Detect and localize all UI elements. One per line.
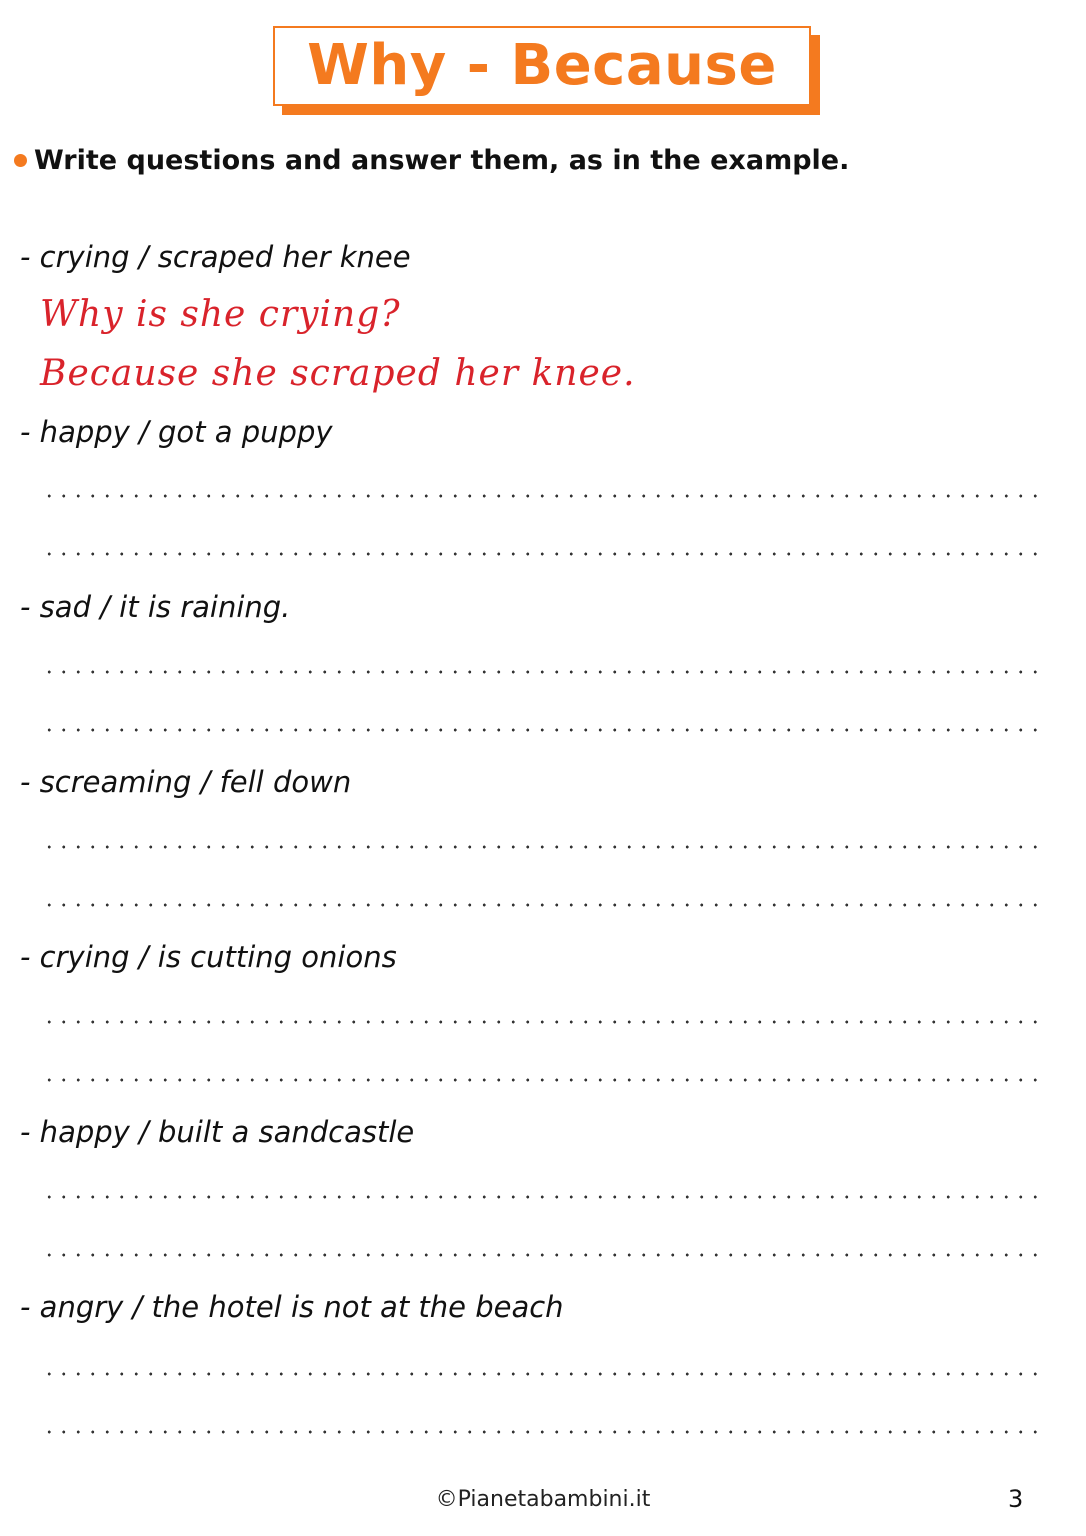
answer-line-3b[interactable] [42, 903, 1047, 907]
example-answer: Because she scraped her knee. [40, 353, 636, 394]
example-prompt: - crying / scraped her knee [20, 240, 411, 274]
answer-line-6b[interactable] [42, 1430, 1047, 1434]
answer-line-4b[interactable] [42, 1078, 1047, 1082]
example-question: Why is she crying? [40, 294, 401, 335]
answer-line-1a[interactable] [42, 494, 1047, 498]
answer-line-5b[interactable] [42, 1253, 1047, 1257]
bullet-icon [14, 154, 27, 167]
answer-line-2b[interactable] [42, 728, 1047, 732]
title-banner [273, 26, 811, 106]
answer-line-5a[interactable] [42, 1195, 1047, 1199]
title-box [273, 26, 811, 106]
answer-line-4a[interactable] [42, 1020, 1047, 1024]
answer-line-2a[interactable] [42, 670, 1047, 674]
exercise-prompt-2: - sad / it is raining. [20, 590, 291, 624]
page-number: 3 [1008, 1485, 1024, 1513]
exercise-prompt-1: - happy / got a puppy [20, 415, 333, 449]
instruction [14, 145, 849, 176]
answer-line-3a[interactable] [42, 845, 1047, 849]
answer-line-6a[interactable] [42, 1372, 1047, 1376]
exercise-prompt-3: - screaming / fell down [20, 765, 352, 799]
page-title: Why - Because [307, 33, 777, 98]
instruction-text: Write questions and answer them, as in the example. [34, 145, 850, 176]
exercise-prompt-4: - crying / is cutting onions [20, 940, 397, 974]
footer-copyright: ©Pianetabambini.it [435, 1487, 651, 1512]
exercise-prompt-6: - angry / the hotel is not at the beach [20, 1290, 564, 1324]
answer-line-1b[interactable] [42, 552, 1047, 556]
exercise-prompt-5: - happy / built a sandcastle [20, 1115, 415, 1149]
